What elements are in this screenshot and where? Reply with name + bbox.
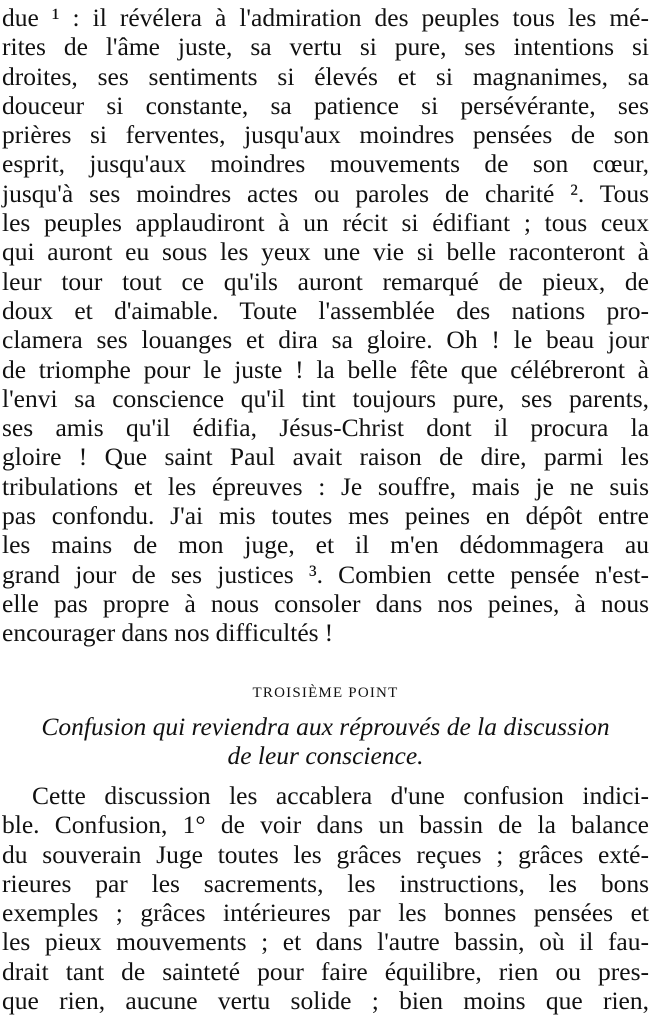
- text-line: Cette discussion les accablera d'une confusion indici-: [32, 781, 649, 810]
- text-line: rieures par les sacrements, les instructions, les bons: [2, 868, 649, 898]
- paragraph-first: [2, 3, 649, 648]
- text-line: ses amis qu'il édifia, Jésus-Christ dont il procura la: [2, 413, 649, 443]
- text-line: prières si ferventes, jusqu'aux moindres pensées de son: [2, 120, 649, 150]
- section-title: TROISIÈME POINT: [252, 685, 399, 701]
- text-line: pas confondu. J'ai mis toutes mes peines en dépôt entre: [2, 501, 649, 531]
- text-line: elle pas propre à nous consoler dans nos peines, à nous: [2, 588, 649, 618]
- text-line: l'envi sa conscience qu'il tint toujours pure, ses parents,: [2, 383, 649, 413]
- paragraph-second: [2, 781, 649, 1015]
- text-line: rites de l'âme juste, sa vertu si pure, ses intentions si: [2, 32, 649, 62]
- text-line: grand jour de ses justices ³. Combien cette pensée n'est-: [2, 559, 649, 589]
- text-line: gloire ! Que saint Paul avait raison de dire, parmi les: [2, 442, 649, 472]
- text-line: qui auront eu sous les yeux une vie si belle raconteront à: [2, 237, 649, 267]
- text-line: due ¹ : il révélera à l'admiration des peuples tous les mé-: [2, 3, 649, 32]
- section-heading: [0, 684, 651, 770]
- text-line: drait tant de sainteté pour faire équilibre, rien ou pres-: [2, 956, 649, 986]
- text-line: clamera ses louanges et dira sa gloire. Oh ! le beau jour: [2, 325, 649, 355]
- text-line: les peuples applaudiront à un récit si édifiant ; tous ceux: [2, 208, 649, 238]
- section-subtitle-line: de leur conscience.: [227, 741, 424, 770]
- text-line: du souverain Juge toutes les grâces reçues ; grâces exté-: [2, 839, 649, 869]
- section-subtitle-line: Confusion qui reviendra aux réprouvés de la discussion: [41, 712, 610, 741]
- text-line: tribulations et les épreuves : Je souffre, mais je ne suis: [2, 471, 649, 501]
- text-line: les mains de mon juge, et il m'en dédommagera au: [2, 530, 649, 560]
- text-line: exemples ; grâces intérieures par les bonnes pensées et: [2, 898, 649, 928]
- text-line: droites, ses sentiments si élevés et si magnanimes, sa: [2, 61, 649, 91]
- text-line: encourager dans nos difficultés !: [2, 618, 334, 648]
- text-line: leur tour tout ce qu'ils auront remarqué de pieux, de: [2, 266, 649, 296]
- text-line: ble. Confusion, 1° de voir dans un bassin de la balance: [2, 810, 649, 840]
- text-line: doux et d'aimable. Toute l'assemblée des nations pro-: [2, 295, 649, 325]
- text-line: esprit, jusqu'aux moindres mouvements de son cœur,: [2, 149, 649, 179]
- text-line: que rien, aucune vertu solide ; bien moins que rien,: [2, 986, 649, 1016]
- text-line: les pieux mouvements ; et dans l'autre bassin, où il fau-: [2, 927, 649, 957]
- text-line: jusqu'à ses moindres actes ou paroles de charité ². Tous: [2, 178, 649, 208]
- text-line: douceur si constante, sa patience si persévérante, ses: [2, 90, 649, 120]
- text-line: de triomphe pour le juste ! la belle fête que célébreront à: [2, 354, 649, 384]
